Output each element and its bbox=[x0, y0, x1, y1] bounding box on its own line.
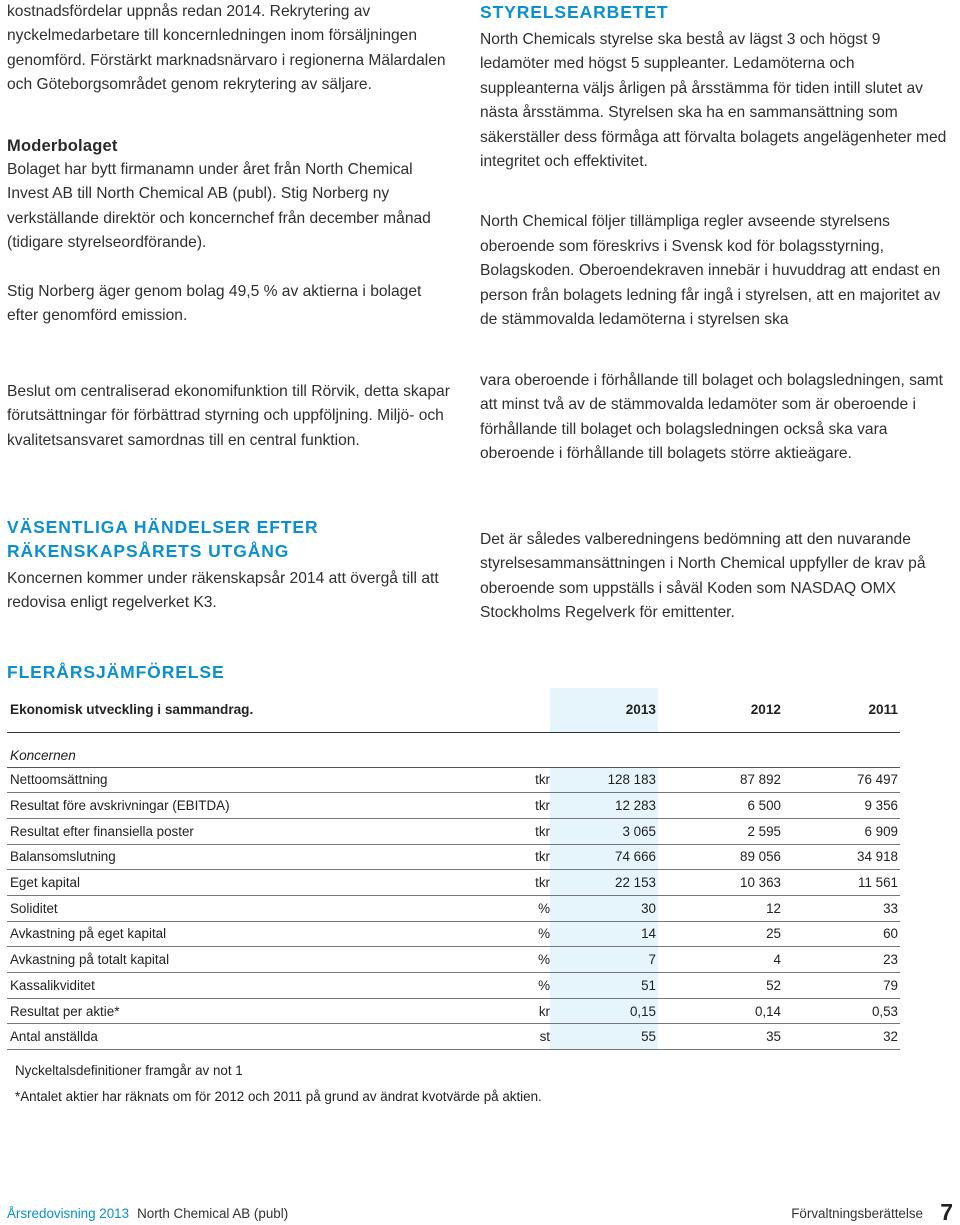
value-2011: 0,53 bbox=[783, 998, 900, 1024]
left-column-middle bbox=[7, 380, 455, 453]
row-unit: tkr bbox=[437, 767, 550, 793]
value-2012: 52 bbox=[658, 973, 783, 999]
row-unit: tkr bbox=[437, 793, 550, 819]
footer-company: North Chemical AB (publ) bbox=[137, 1206, 289, 1221]
table-row bbox=[7, 793, 900, 819]
table-row bbox=[7, 973, 900, 999]
row-label: Balansomslutning bbox=[7, 844, 437, 870]
value-2012: 89 056 bbox=[658, 844, 783, 870]
row-label: Resultat per aktie* bbox=[7, 998, 437, 1024]
footer-left bbox=[7, 1206, 288, 1221]
value-2011: 33 bbox=[783, 895, 900, 921]
table-header-row bbox=[7, 688, 900, 732]
value-2012: 4 bbox=[658, 947, 783, 973]
value-2013: 30 bbox=[550, 895, 658, 921]
footer-report-label: Årsredovisning 2013 bbox=[7, 1206, 130, 1221]
left-column-top bbox=[7, 0, 455, 328]
table-group-row bbox=[7, 745, 900, 767]
row-label: Resultat efter finansiella poster bbox=[7, 818, 437, 844]
value-2011: 6 909 bbox=[783, 818, 900, 844]
value-2013: 51 bbox=[550, 973, 658, 999]
note-definitions: Nyckeltalsdefinitioner framgår av not 1 bbox=[15, 1063, 243, 1078]
row-unit: % bbox=[437, 947, 550, 973]
board-composition-paragraph: North Chemicals styrelse ska bestå av lägst 3 och högst 9 ledamöter med högst 5 suppleanter. Ledamöterna och suppleanterna väljs årligen på årsstämma för tiden intill slutet av nästa årsstämma. Styrelsen ska ha en sammansättning som säkerställer dess förmåga att förvalta bolagets angelägenheter med integritet och effektivitet. bbox=[480, 31, 947, 171]
value-2013: 14 bbox=[550, 921, 658, 947]
table-caption: Ekonomisk utveckling i sammandrag. bbox=[7, 688, 437, 732]
footer-section: Förvaltningsberättelse bbox=[791, 1206, 923, 1221]
value-2013: 128 183 bbox=[550, 767, 658, 793]
nomination-assessment-paragraph: Det är således valberedningens bedömning att den nuvarande styrelsesammansättningen i North Chemical uppfyller de krav på oberoende som uppställs i såväl Koden som NASDAQ OMX Stockholms Regelverk för emittenter. bbox=[480, 531, 926, 622]
row-label: Avkastning på eget kapital bbox=[7, 921, 437, 947]
value-2011: 9 356 bbox=[783, 793, 900, 819]
note-shares-recalculated: *Antalet aktier har räknats om för 2012 och 2011 på grund av ändrat kvotvärde på aktien. bbox=[15, 1089, 542, 1104]
multi-year-comparison-heading: FLERÅRSJÄMFÖRELSE bbox=[7, 662, 225, 682]
value-2013: 7 bbox=[550, 947, 658, 973]
group-label-koncernen: Koncernen bbox=[7, 745, 900, 767]
value-2012: 2 595 bbox=[658, 818, 783, 844]
value-2013: 22 153 bbox=[550, 870, 658, 896]
value-2013: 12 283 bbox=[550, 793, 658, 819]
value-2011: 60 bbox=[783, 921, 900, 947]
ownership-paragraph: Stig Norberg äger genom bolag 49,5 % av aktierna i bolaget efter genomförd emission. bbox=[7, 282, 422, 325]
year-header-2012: 2012 bbox=[658, 688, 783, 732]
left-column-lower bbox=[7, 515, 455, 616]
value-2013: 3 065 bbox=[550, 818, 658, 844]
value-2012: 25 bbox=[658, 921, 783, 947]
table-row bbox=[7, 947, 900, 973]
value-2011: 11 561 bbox=[783, 870, 900, 896]
table-notes bbox=[15, 1058, 542, 1110]
moderbolaget-paragraph: Bolaget har bytt firmanamn under året från North Chemical Invest AB till North Chemical AB (publ). Stig Norberg ny verkställande direktör och koncernchef från december månad (tidigare styrelseordförande). bbox=[7, 161, 431, 252]
unit-header bbox=[437, 688, 550, 732]
row-unit: tkr bbox=[437, 844, 550, 870]
row-label: Antal anställda bbox=[7, 1024, 437, 1050]
row-label: Kassalikviditet bbox=[7, 973, 437, 999]
page-number: 7 bbox=[940, 1199, 953, 1225]
table-row bbox=[7, 998, 900, 1024]
multi-year-table bbox=[7, 688, 900, 1050]
value-2011: 23 bbox=[783, 947, 900, 973]
row-unit: % bbox=[437, 973, 550, 999]
row-unit: kr bbox=[437, 998, 550, 1024]
value-2011: 76 497 bbox=[783, 767, 900, 793]
value-2012: 6 500 bbox=[658, 793, 783, 819]
right-column-lower bbox=[480, 528, 950, 626]
value-2011: 34 918 bbox=[783, 844, 900, 870]
table-row bbox=[7, 870, 900, 896]
value-2013: 55 bbox=[550, 1024, 658, 1050]
table-row bbox=[7, 1024, 900, 1050]
events-after-year-paragraph: Koncernen kommer under räkenskapsår 2014 att övergå till att redovisa enligt regelverket K3. bbox=[7, 570, 439, 612]
page-footer bbox=[7, 1200, 953, 1224]
row-label: Avkastning på totalt kapital bbox=[7, 947, 437, 973]
value-2012: 12 bbox=[658, 895, 783, 921]
year-header-2011: 2011 bbox=[783, 688, 900, 732]
row-label: Nettoomsättning bbox=[7, 767, 437, 793]
events-after-year-heading: VÄSENTLIGA HÄNDELSER EFTER RÄKENSKAPSÅRETS UTGÅNG bbox=[7, 517, 319, 561]
row-unit: tkr bbox=[437, 818, 550, 844]
value-2012: 10 363 bbox=[658, 870, 783, 896]
centralisation-paragraph: Beslut om centraliserad ekonomifunktion till Rörvik, detta skapar förutsättningar för förbättrad styrning och uppföljning. Miljö- och kvalitetsansvaret samordnas till en central funktion. bbox=[7, 383, 450, 449]
row-unit: % bbox=[437, 895, 550, 921]
value-2013: 74 666 bbox=[550, 844, 658, 870]
table-row bbox=[7, 818, 900, 844]
intro-continued-paragraph: kostnadsfördelar uppnås redan 2014. Rekrytering av nyckelmedarbetare till koncernledningen inom försäljningen genomförd. Förstärkt marknadsnärvaro i regionerna Mälardalen och Göteborgsområdet genom rekrytering av säljare. bbox=[7, 3, 446, 94]
table-spacer-row bbox=[7, 732, 900, 745]
value-2012: 35 bbox=[658, 1024, 783, 1050]
row-unit: st bbox=[437, 1024, 550, 1050]
row-label: Soliditet bbox=[7, 895, 437, 921]
value-2013: 0,15 bbox=[550, 998, 658, 1024]
value-2012: 87 892 bbox=[658, 767, 783, 793]
table-row bbox=[7, 767, 900, 793]
table-row bbox=[7, 844, 900, 870]
row-unit: % bbox=[437, 921, 550, 947]
value-2011: 32 bbox=[783, 1024, 900, 1050]
row-label: Eget kapital bbox=[7, 870, 437, 896]
moderbolaget-heading: Moderbolaget bbox=[7, 136, 118, 155]
year-header-2013: 2013 bbox=[550, 688, 658, 732]
table-row bbox=[7, 895, 900, 921]
right-column-top bbox=[480, 0, 950, 332]
value-2011: 79 bbox=[783, 973, 900, 999]
row-label: Resultat före avskrivningar (EBITDA) bbox=[7, 793, 437, 819]
row-unit: tkr bbox=[437, 870, 550, 896]
styrelsearbetet-heading: STYRELSEARBETET bbox=[480, 2, 669, 22]
independence-continued-paragraph: vara oberoende i förhållande till bolaget och bolagsledningen, samt att minst två av de stämmovalda ledamöter som är oberoende i förhållande till bolaget och bolagsledningen också ska vara oberoende i förhållande till bolagets större aktieägare. bbox=[480, 372, 943, 463]
table-row bbox=[7, 921, 900, 947]
value-2012: 0,14 bbox=[658, 998, 783, 1024]
board-independence-paragraph: North Chemical följer tillämpliga regler avseende styrelsens oberoende som föreskrivs i Svensk kod för bolagsstyrning, Bolagskoden. Oberoendekraven innebär i huvuddrag att endast en person från bolagets ledning får ingå i styrelsen, att en majoritet av de stämmovalda ledamöterna i styrelsen ska bbox=[480, 213, 941, 329]
right-column-middle bbox=[480, 369, 950, 467]
